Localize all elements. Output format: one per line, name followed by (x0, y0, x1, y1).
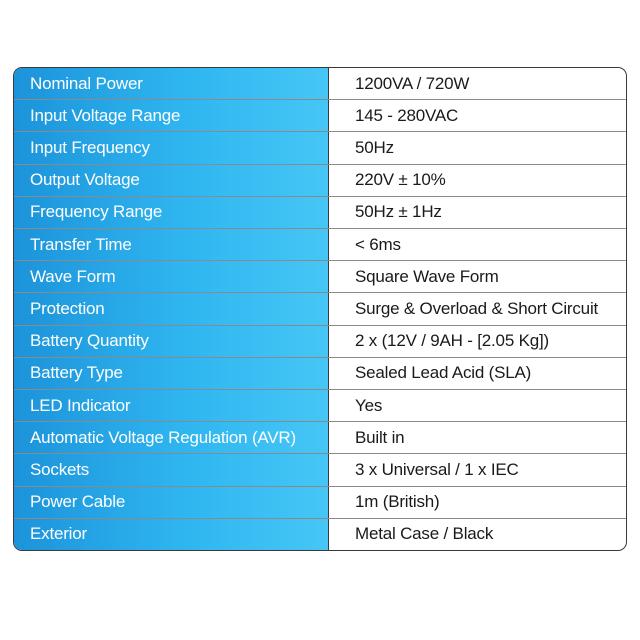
spec-row-nominal-power (14, 68, 626, 99)
spec-label: Input Voltage Range (14, 100, 329, 131)
spec-label: Transfer Time (14, 229, 329, 260)
spec-label: Protection (14, 293, 329, 324)
spec-value: 3 x Universal / 1 x IEC (355, 460, 519, 480)
spec-row-battery-type (14, 357, 626, 389)
spec-label: LED Indicator (14, 390, 329, 421)
spec-value: 50Hz ± 1Hz (355, 202, 442, 222)
spec-value: Built in (355, 427, 405, 447)
spec-label: Exterior (14, 519, 329, 550)
spec-label: Wave Form (14, 261, 329, 292)
spec-row-exterior (14, 518, 626, 550)
spec-row-avr (14, 421, 626, 453)
spec-row-wave-form (14, 260, 626, 292)
spec-value: Sealed Lead Acid (SLA) (355, 363, 532, 383)
spec-value: Yes (355, 395, 383, 415)
spec-value: Surge & Overload & Short Circuit (355, 299, 599, 319)
spec-label: Sockets (14, 454, 329, 485)
spec-row-protection (14, 292, 626, 324)
spec-value: 220V ± 10% (355, 170, 446, 190)
spec-row-battery-quantity (14, 325, 626, 357)
spec-row-transfer-time (14, 228, 626, 260)
spec-label: Automatic Voltage Regulation (AVR) (14, 422, 329, 453)
spec-label: Input Frequency (14, 132, 329, 163)
spec-value: 1200VA / 720W (355, 73, 470, 93)
spec-value: 1m (British) (355, 492, 440, 512)
spec-label: Power Cable (14, 487, 329, 518)
spec-value: 2 x (12V / 9AH - [2.05 Kg]) (355, 331, 549, 351)
spec-row-input-frequency (14, 131, 626, 163)
spec-value: Metal Case / Black (355, 524, 494, 544)
spec-value: 50Hz (355, 138, 394, 157)
spec-row-power-cable (14, 486, 626, 518)
spec-value: Square Wave Form (355, 266, 499, 286)
spec-label: Frequency Range (14, 197, 329, 228)
spec-row-output-voltage (14, 164, 626, 196)
spec-value: < 6ms (355, 234, 401, 254)
spec-label: Battery Type (14, 358, 329, 389)
spec-label: Nominal Power (14, 68, 329, 99)
spec-row-led-indicator (14, 389, 626, 421)
spec-row-input-voltage-range (14, 99, 626, 131)
spec-label: Battery Quantity (14, 326, 329, 357)
spec-row-sockets (14, 453, 626, 485)
spec-table (13, 67, 627, 551)
spec-label: Output Voltage (14, 165, 329, 196)
spec-value: 145 - 280VAC (355, 105, 459, 125)
spec-row-frequency-range (14, 196, 626, 228)
